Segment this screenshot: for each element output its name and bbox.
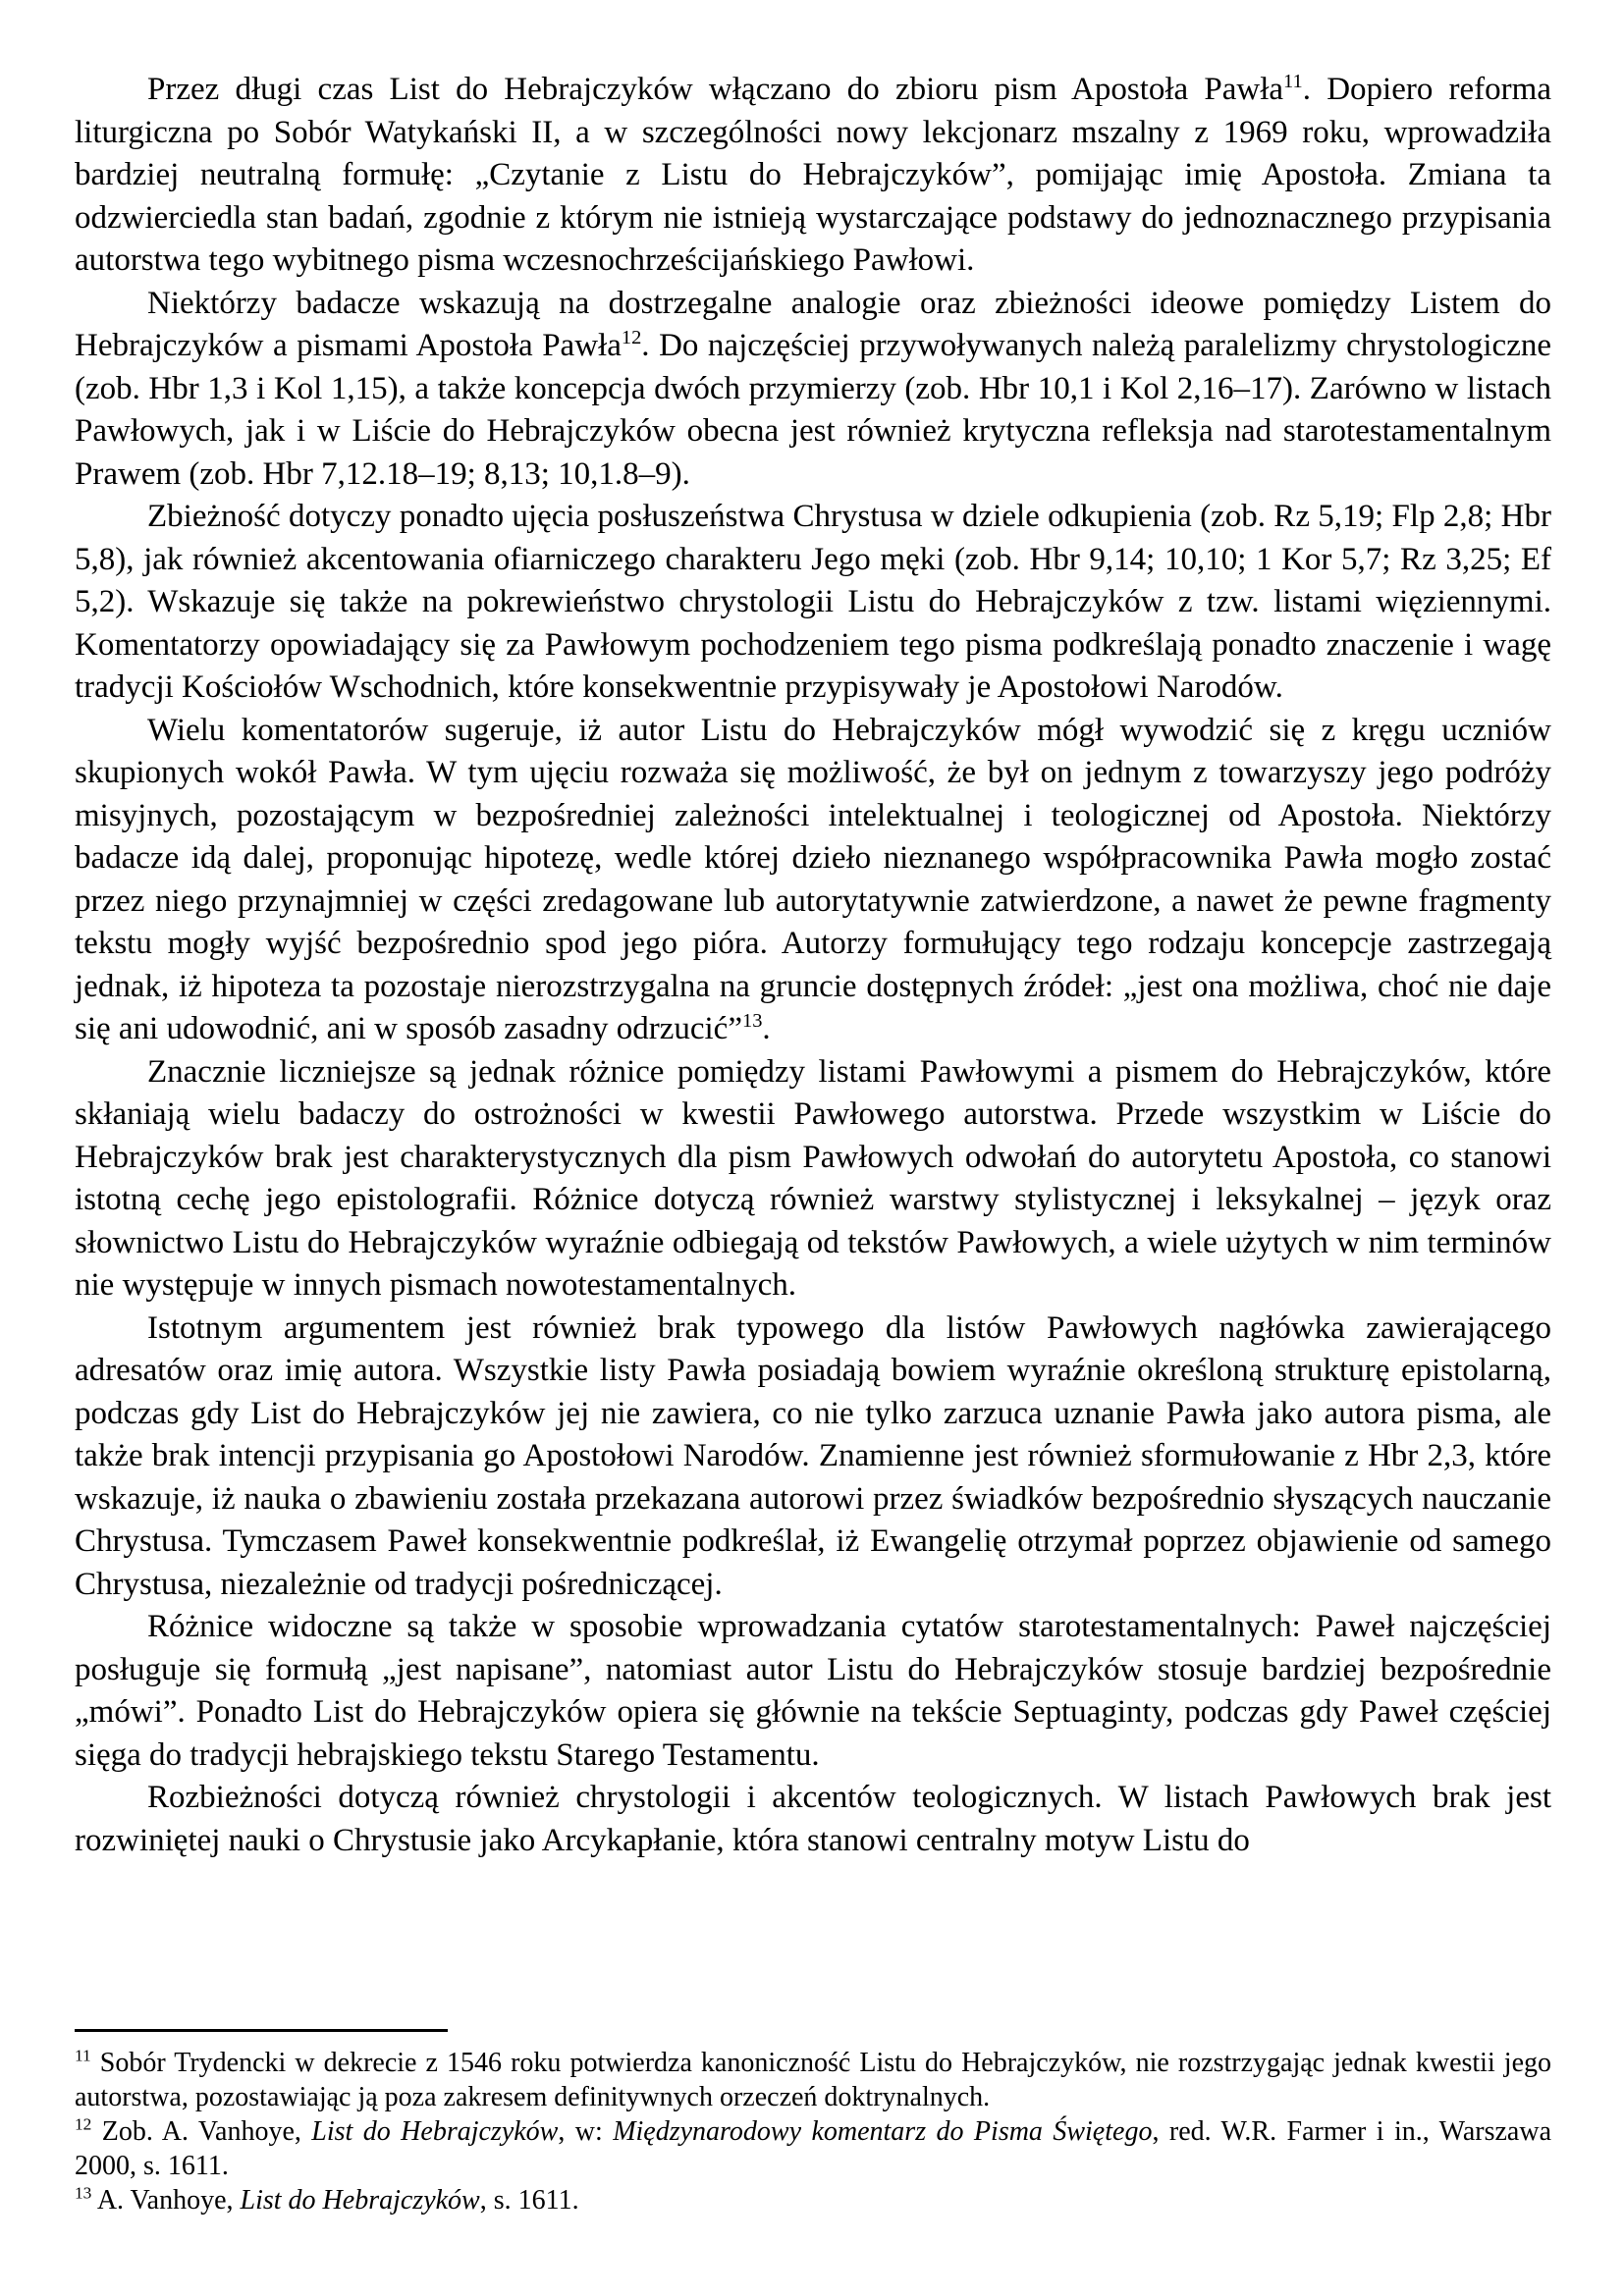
text-run: Zbieżność dotyczy ponadto ujęcia posłuszeństwa Chrystusa w dziele odkupienia (zob. Rz 5,19; Flp 2,8; Hbr 5,8), jak również akcentowania ofiarniczego charakteru Jego męki (zob. Hbr 9,14; 10,10; 1 Kor 5,7; Rz 3,25; Ef 5,2). Wskazuje się także na pokrewieństwo chrystologii Listu do Hebrajczyków z tzw. listami więziennymi. Komentatorzy opowiadający się za Pawłowym pochodzeniem tego pisma podkreślają ponadto znaczenie i wagę tradycji Kościołów Wschodnich, które konsekwentnie przypisywały je Apostołowi Narodów.	[75, 499, 1551, 705]
text-run: Różnice widoczne są także w sposobie wprowadzania cytatów starotestamentalnych: Paweł najczęściej posługuje się formułą „jest napisane”, natomiast autor Listu do Hebrajczyków stosuje bardziej bezpośrednie „mówi”. Ponadto List do Hebrajczyków opiera się głównie na tekście Septuaginty, podczas gdy Paweł częściej sięga do tradycji hebrajskiego tekstu Starego Testamentu.	[75, 1609, 1551, 1773]
footnote-ref-12: 12	[621, 327, 642, 348]
text-run: .	[762, 1011, 771, 1046]
footnote-ref-11: 11	[1283, 71, 1303, 92]
body-paragraph-6	[75, 1308, 1551, 1607]
footnote-11	[75, 2046, 1551, 2114]
text-run: Zob. A. Vanhoye,	[91, 2116, 312, 2147]
body-paragraph-7	[75, 1606, 1551, 1777]
text-run: Sobór Trydencki w dekrecie z 1546 roku potwierdza kanoniczność Listu do Hebrajczyków, nie rozstrzygając jednak kwestii jego autorstwa, pozostawiając ją poza zakresem definitywnych orzeczeń doktrynalnych.	[75, 2048, 1551, 2112]
footnote-separator	[75, 2029, 448, 2032]
text-run: , w:	[558, 2116, 614, 2147]
body-paragraph-5	[75, 1051, 1551, 1308]
text-run: Przez długi czas List do Hebrajczyków włączano do zbioru pism Apostoła Pawła	[147, 72, 1284, 107]
italic-text: List do Hebrajczyków	[240, 2185, 480, 2216]
text-run: Istotnym argumentem jest również brak typowego dla listów Pawłowych nagłówka zawierającego adresatów oraz imię autora. Wszystkie listy Pawła posiadają bowiem wyraźnie określoną strukturę epistolarną, podczas gdy List do Hebrajczyków jej nie zawiera, co nie tylko zarzuca uznanie Pawła jako autora pisma, ale także brak intencji przypisania go Apostołowi Narodów. Znamienne jest również sformułowanie z Hbr 2,3, które wskazuje, iż nauka o zbawieniu została przekazana autorowi przez świadków bezpośrednio słyszących nauczanie Chrystusa. Tymczasem Paweł konsekwentnie podkreślał, iż Ewangelię otrzymał poprzez objawienie od samego Chrystusa, niezależnie od tradycji pośredniczącej.	[75, 1309, 1551, 1602]
body-paragraph-3	[75, 496, 1551, 710]
body-paragraph-2	[75, 283, 1551, 497]
footnote-marker-12: 12	[75, 2114, 92, 2134]
footnote-ref-13: 13	[741, 1010, 763, 1032]
body-paragraph-1	[75, 69, 1551, 283]
italic-text: Międzynarodowy komentarz do Pisma Świętego	[613, 2116, 1153, 2147]
text-run: , red. W.R. Farmer i in., Warszawa 2000, s. 1611.	[75, 2116, 1552, 2181]
footnotes-section	[75, 2029, 1551, 2217]
text-run: . Dopiero reforma liturgiczna po Sobór Watykański II, a w szczególności nowy lekcjonarz mszalny z 1969 roku, wprowadziła bardziej neutralną formułę: „Czytanie z Listu do Hebrajczyków”, pomijając imię Apostoła. Zmiana ta odzwierciedla stan badań, zgodnie z którym nie istnieją wystarczające podstawy do jednoznacznego przypisania autorstwa tego wybitnego pisma wczesnochrześcijańskiego Pawłowi.	[75, 72, 1551, 278]
footnote-marker-13: 13	[75, 2183, 92, 2203]
text-run: . Do najczęściej przywoływanych należą paralelizmy chrystologiczne (zob. Hbr 1,3 i Kol 1,15), a także koncepcja dwóch przymierzy (zob. Hbr 10,1 i Kol 2,16–17). Zarówno w listach Pawłowych, jak i w Liście do Hebrajczyków obecna jest również krytyczna refleksja nad starotestamentalnym Prawem (zob. Hbr 7,12.18–19; 8,13; 10,1.8–9).	[75, 328, 1551, 492]
text-run: Rozbieżności dotyczą również chrystologii i akcentów teologicznych. W listach Pawłowych brak jest rozwiniętej nauki o Chrystusie jako Arcykapłanie, która stanowi centralny motyw Listu do	[75, 1780, 1551, 1858]
text-run: A. Vanhoye,	[91, 2185, 241, 2216]
footnote-marker-11: 11	[75, 2046, 91, 2065]
body-paragraph-4	[75, 710, 1551, 1051]
footnote-13	[75, 2183, 1551, 2217]
text-run: Znacznie liczniejsze są jednak różnice pomiędzy listami Pawłowymi a pismem do Hebrajczyków, które skłaniają wielu badaczy do ostrożności w kwestii Pawłowego autorstwa. Przede wszystkim w Liście do Hebrajczyków brak jest charakterystycznych dla pism Pawłowych odwołań do autorytetu Apostoła, co stanowi istotną cechę jego epistolografii. Różnice dotyczą również warstwy stylistycznej i leksykalnej – język oraz słownictwo Listu do Hebrajczyków wyraźnie odbiegają od tekstów Pawłowych, a wiele użytych w nim terminów nie występuje w innych pismach nowotestamentalnych.	[75, 1053, 1551, 1303]
italic-text: List do Hebrajczyków	[311, 2116, 559, 2147]
text-run: , s. 1611.	[479, 2185, 579, 2216]
text-run: Niektórzy badacze wskazują na dostrzegalne analogie oraz zbieżności ideowe pomiędzy Listem do Hebrajczyków a pismami Apostoła Pawła	[75, 285, 1551, 363]
footnote-12	[75, 2114, 1551, 2183]
footnote-list	[75, 2046, 1551, 2217]
document-body	[75, 69, 1551, 1862]
text-run: Wielu komentatorów sugeruje, iż autor Listu do Hebrajczyków mógł wywodzić się z kręgu uczniów skupionych wokół Pawła. W tym ujęciu rozważa się możliwość, że był on jednym z towarzyszy jego podróży misyjnych, pozostającym w bezpośredniej zależności intelektualnej i teologicznej od Apostoła. Niektórzy badacze idą dalej, proponując hipotezę, wedle której dzieło nieznanego współpracownika Pawła mogło zostać przez niego przynajmniej w części zredagowane lub autorytatywnie zatwierdzone, a nawet że pewne fragmenty tekstu mogły wyjść bezpośrednio spod jego pióra. Autorzy formułujący tego rodzaju koncepcje zastrzegają jednak, iż hipoteza ta pozostaje nierozstrzygalna na gruncie dostępnych źródeł: „jest ona możliwa, choć nie daje się ani udowodnić, ani w sposób zasadny odrzucić”	[75, 712, 1551, 1046]
body-paragraph-8	[75, 1777, 1551, 1862]
